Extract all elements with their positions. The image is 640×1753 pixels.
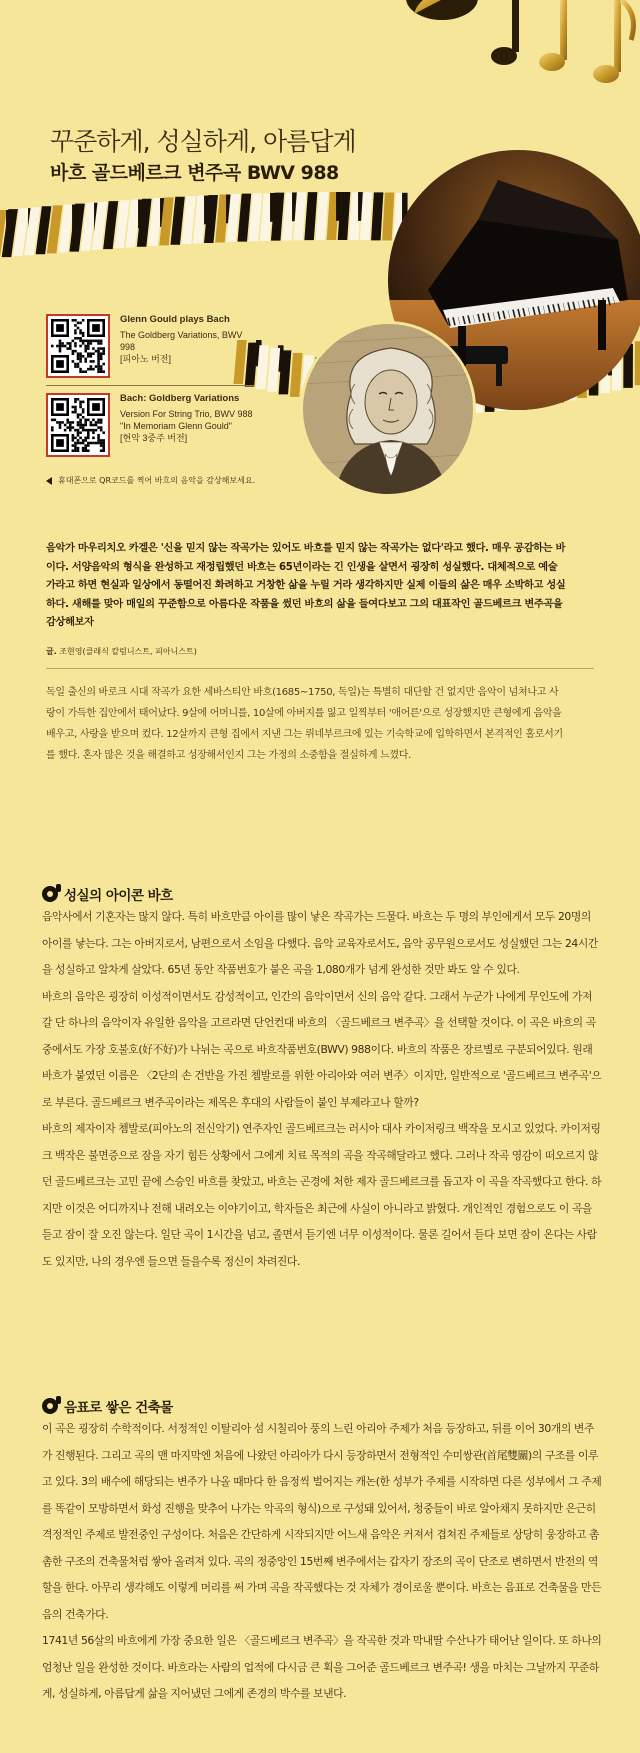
qr-instruction	[46, 475, 255, 486]
music-notes-decoration	[400, 0, 640, 90]
body-paragraph: 1741년 56살의 바흐에게 가장 중요한 일은 〈골드베르크 변주곡〉을 작곡한 것과 막내딸 수산나가 태어난 일이다. 또 하나의 엄청난 일을 완성한 것이다. 바흐라는 사람의 업적에 다시금 큰 획을 그어준 골드베르크 변주곡! 생을 마치는 그날까지 꾸준하게, 성실하게, 아름답게 삶을 지어냈던 그에게 존경의 박수를 보낸다.	[42, 1634, 602, 1700]
vinyl-record-icon	[42, 1398, 58, 1414]
qr-card-piano[interactable]	[46, 314, 256, 378]
qr-version-label: [현악 3중주 버전]	[120, 433, 188, 443]
qr-card-string-trio[interactable]	[46, 393, 256, 457]
section-heading	[42, 1396, 173, 1416]
piano-key-shape	[238, 194, 252, 242]
piano-key-shape	[267, 348, 280, 392]
qr-line: The Goldberg Variations, BWV	[120, 330, 243, 340]
vinyl-record-icon	[42, 886, 58, 902]
intro-paragraph: 음악가 마우리치오 카겔은 '신을 믿지 않는 작곡가는 있어도 바흐를 믿지 않는 작곡가는 없다'라고 했다. 매우 공감하는 바이다. 서양음악의 형식을 완성하고 재정립했던 바흐는 65년이라는 긴 인생을 살면서 굉장히 성실했다. 대체적으로 예술가라고 하면 현실과 일상에서 동떨어진 화려하고 거창한 삶을 누릴 거라 생각하지만 실제 이들의 삶은 매우 소박하고 성실하다. 새해를 맞아 매일의 꾸준함으로 아름다운 작품을 썼던 바흐의 삶을 들여다보고 그의 대표작인 골드베르크 변주곡을 감상해보자	[46, 543, 566, 628]
piano-key-shape	[249, 193, 263, 241]
section-heading-text: 성실의 아이콘 바흐	[64, 888, 173, 904]
page-title: 바흐 골드베르크 변주곡 BWV 988	[50, 162, 339, 184]
page-subtitle: 꾸준하게, 성실하게, 아름답게	[50, 127, 356, 156]
section-heading	[42, 884, 173, 904]
byline-author: 조현영(클래식 칼럼니스트, 피아니스트)	[59, 647, 197, 656]
piano-key-shape	[635, 341, 640, 385]
qr-code-icon[interactable]	[46, 393, 110, 457]
qr-instruction-text: 휴대폰으로 QR코드를 찍어 바흐의 음악을 감상해보세요.	[58, 476, 256, 485]
qr-title: Bach: Goldberg Variations	[120, 393, 240, 404]
body-paragraph: 음악사에서 기혼자는 많지 않다. 특히 바흐만큼 아이를 많이 낳은 작곡가는 드물다. 바흐는 두 명의 부인에게서 모두 20명의 아이를 낳는다. 그는 아버지로서, 남편으로서 소임을 다했다. 음악 교육자로서도, 음악 공무원으로서도 성실했던 그는 24시간을 성실하고 알차게 살았다. 65년 동안 작품번호가 붙은 곡을 1,080개가 넘게 완성한 것만 봐도 알 수 있다.	[42, 910, 598, 976]
piano-key-shape	[304, 192, 317, 240]
byline-label: 글.	[46, 647, 57, 656]
divider	[46, 668, 594, 669]
body-paragraph: 이 곡은 굉장히 수학적이다. 서정적인 이탈리아 섬 시칠리아 풍의 느린 아리아 주제가 처음 등장하고, 뒤를 이어 30개의 변주가 진행된다. 그리고 곡의 맨 마지막엔 처음에 나왔던 아리아가 다시 등장하면서 전형적인 수미쌍관(首尾雙關)의 구조를 이루고 있다. 3의 배수에 해당되는 변주가 나올 때마다 한 음정씩 벌어지는 캐논(한 성부가 주제를 시작하면 다른 성부에서 그 주제를 똑같이 모방하면서 화성 진행을 맞추어 나가는 악곡의 형식)으로 구성돼 있어서, 청중들이 바로 알아채지 못하지만 은근히 격정적인 주제로 발전중인 구성이다. 처음은 간단하게 시작되지만 어느새 음악은 커져서 겹쳐진 주제들로 상당히 웅장하고 촘촘한 구조의 건축물처럼 쌓아 올려져 있다. 곡의 정중앙인 15번째 변주에서는 갑자기 장조의 곡이 단조로 변하면서 반전의 역할을 한다. 아무리 생각해도 이렇게 머리를 써 가며 곡을 작곡했다는 것 자체가 경이로울 뿐이다. 바흐는 음표로 건축물을 만든 음의 건축가다.	[42, 1422, 602, 1621]
body-paragraph: 바흐의 제자이자 쳄발로(피아노의 전신악기) 연주자인 골드베르크는 러시아 대사 카이저링크 백작을 모시고 있었다. 카이저링크 백작은 불면증으로 잠을 자기 힘든 상황에서 그에게 치료 목적의 곡을 작곡해달라고 했다. 그러나 작곡 영감이 떠오르지 않던 골드베르크는 고민 끝에 스승인 바흐를 찾았고, 바흐는 곤경에 처한 제자 골드베르크를 돕고자 이 곡을 작곡했다고 한다. 하지만 이것은 어디까지나 전해 내려오는 이야기이고, 학자들은 최근에 사실이 아니라고 밝혔다. 개인적인 경험으로도 이 곡을 듣고 잠이 잘 오진 않는다. 일단 곡이 1시간을 넘고, 졸면서 듣기엔 너무 이성적이다. 물론 길어서 듣다 보면 잠이 온다는 사람도 있지만, 나의 경우엔 들으면 들을수록 정신이 차려진다.	[42, 1122, 602, 1268]
speaker-icon	[46, 477, 52, 485]
section-body	[42, 904, 602, 1275]
section-heading-text: 음표로 쌓은 건축물	[64, 1400, 173, 1416]
piano-key-shape	[290, 353, 303, 397]
qr-title: Glenn Gould plays Bach	[120, 314, 230, 325]
body-paragraph: 독일 출신의 바로크 시대 작곡가 요한 세바스티안 바흐(1685~1750, 독일)는 특별히 대단할 건 없지만 음악이 넘쳐나고 사랑이 가득한 집안에서 태어났다. 9살에 어머니를, 10살에 아버지를 잃고 일찍부터 '애어른'으로 성장했지만 큰형에게 음악을 배우고, 사랑을 받으며 컸다. 12살까지 큰형 집에서 지낸 그는 뤼네부르크에 있는 기숙학교에 입학하면서 본격적인 홀로서기를 했다. 혼자 많은 것을 해결하고 성장해서인지 그는 가정의 소중함을 절실하게 느꼈다.	[46, 687, 563, 761]
byline	[46, 646, 197, 657]
section-body	[42, 1416, 602, 1708]
piano-key-shape	[371, 192, 383, 240]
qr-code-icon[interactable]	[46, 314, 110, 378]
piano-key-shape	[315, 192, 328, 240]
bach-portrait	[300, 321, 476, 497]
qr-divider	[46, 385, 254, 386]
qr-line: Version For String Trio, BWV 988	[120, 409, 253, 419]
qr-line: "In Memoriam Glenn Gould"	[120, 421, 232, 431]
body-paragraph: 바흐의 음악은 굉장히 이성적이면서도 감성적이고, 인간의 음악이면서 신의 음악 같다. 그래서 누군가 나에게 무인도에 가져갈 단 하나의 음악이자 유일한 음악을 고르라면 단언컨대 바흐의 〈골드베르크 변주곡〉을 선택할 것이다. 이 곡은 바흐의 곡 중에서도 가장 호불호(好不好)가 나뉘는 곡으로 바흐작품번호(BWV) 988이다. 바흐의 작품은 장르별로 구분되어있다. 원래 바흐가 붙였던 이름은 〈2단의 손 건반을 가진 쳄발로를 위한 아리아와 여러 변주〉이지만, 일반적으로 '골드베르크 변주곡'으로 부른다. 골드베르크 변주곡이라는 제목은 후대의 사람들이 붙인 부제라고나 할까?	[42, 989, 602, 1109]
qr-version-label: [피아노 버전]	[120, 354, 171, 364]
qr-line: 998	[120, 342, 136, 352]
piano-key-shape	[382, 193, 394, 241]
